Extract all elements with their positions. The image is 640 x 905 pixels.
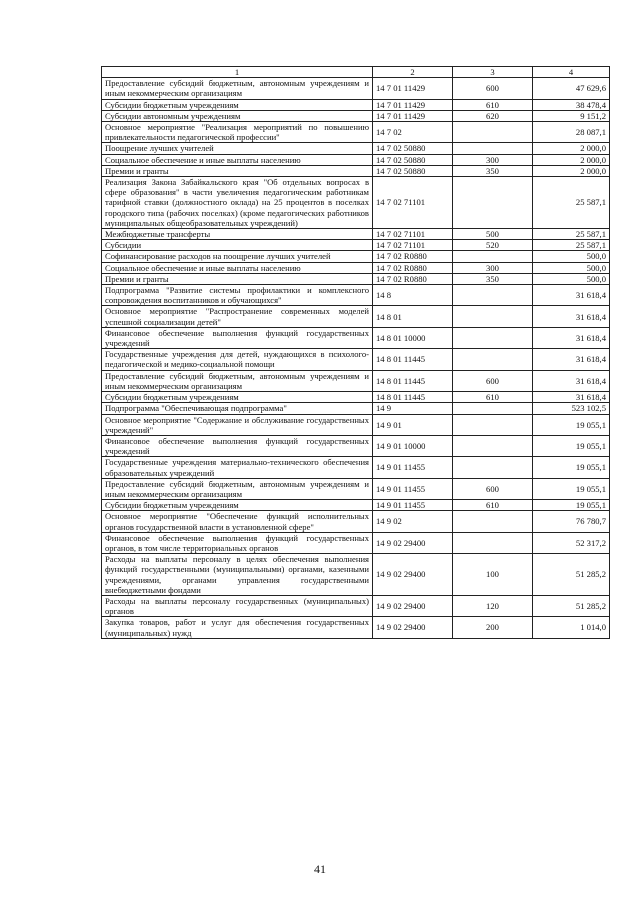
row-sum: 500,0 <box>533 273 610 284</box>
row-name: Поощрение лучших учителей <box>102 143 373 154</box>
row-code: 14 8 01 11445 <box>373 349 453 370</box>
row-name: Социальное обеспечение и иные выплаты населению <box>102 262 373 273</box>
row-sum: 500,0 <box>533 251 610 262</box>
row-code: 14 7 02 71101 <box>373 240 453 251</box>
table-row <box>102 177 610 229</box>
page-number: 41 <box>314 862 326 876</box>
row-vr <box>453 414 533 435</box>
row-sum: 9 151,2 <box>533 110 610 121</box>
row-name: Финансовое обеспечение выполнения функций государственных учреждений <box>102 327 373 348</box>
row-vr: 300 <box>453 154 533 165</box>
row-sum: 19 055,1 <box>533 414 610 435</box>
row-code: 14 9 02 <box>373 511 453 532</box>
row-vr: 200 <box>453 617 533 638</box>
row-name: Государственные учреждения материально-технического обеспечения образовательных учреждений <box>102 457 373 478</box>
row-sum: 28 087,1 <box>533 122 610 143</box>
row-code: 14 8 01 11445 <box>373 370 453 391</box>
row-code: 14 8 <box>373 285 453 306</box>
table-header <box>102 67 610 78</box>
row-vr <box>453 327 533 348</box>
row-vr <box>453 403 533 414</box>
row-code: 14 9 01 10000 <box>373 435 453 456</box>
row-name: Субсидии бюджетным учреждениям <box>102 99 373 110</box>
row-code: 14 7 01 11429 <box>373 78 453 99</box>
row-vr <box>453 532 533 553</box>
row-name: Финансовое обеспечение выполнения функций государственных учреждений <box>102 435 373 456</box>
row-name: Субсидии бюджетным учреждениям <box>102 500 373 511</box>
header-col-name: 1 <box>102 67 373 78</box>
row-code: 14 7 02 71101 <box>373 177 453 229</box>
row-sum: 31 618,4 <box>533 306 610 327</box>
row-name: Предоставление субсидий бюджетным, автономным учреждениям и иным некоммерческим организациям <box>102 370 373 391</box>
row-name: Социальное обеспечение и иные выплаты населению <box>102 154 373 165</box>
row-sum: 38 478,4 <box>533 99 610 110</box>
row-code: 14 8 01 11445 <box>373 392 453 403</box>
row-name: Закупка товаров, работ и услуг для обеспечения государственных (муниципальных) нужд <box>102 617 373 638</box>
row-name: Межбюджетные трансферты <box>102 229 373 240</box>
row-code: 14 9 01 11455 <box>373 500 453 511</box>
table-row <box>102 392 610 403</box>
row-vr <box>453 285 533 306</box>
row-sum: 51 285,2 <box>533 554 610 596</box>
table-row <box>102 478 610 499</box>
table-row <box>102 240 610 251</box>
row-vr <box>453 143 533 154</box>
table-row <box>102 165 610 176</box>
row-vr <box>453 511 533 532</box>
row-name: Предоставление субсидий бюджетным, автономным учреждениям и иным некоммерческим организациям <box>102 78 373 99</box>
table-row <box>102 99 610 110</box>
row-name: Государственные учреждения для детей, нуждающихся в психолого-педагогической и медико-социальной помощи <box>102 349 373 370</box>
table-row <box>102 143 610 154</box>
table-row <box>102 251 610 262</box>
row-sum: 2 000,0 <box>533 154 610 165</box>
row-vr: 350 <box>453 165 533 176</box>
table-row <box>102 532 610 553</box>
row-name: Расходы на выплаты персоналу государственных (муниципальных) органов <box>102 595 373 616</box>
row-code: 14 7 01 11429 <box>373 110 453 121</box>
row-code: 14 9 02 29400 <box>373 617 453 638</box>
row-vr: 120 <box>453 595 533 616</box>
row-code: 14 9 01 11455 <box>373 478 453 499</box>
row-sum: 31 618,4 <box>533 370 610 391</box>
row-code: 14 9 <box>373 403 453 414</box>
row-code: 14 8 01 <box>373 306 453 327</box>
table-row <box>102 122 610 143</box>
table-row <box>102 262 610 273</box>
row-name: Основное мероприятие "Распространение современных моделей успешной социализации детей" <box>102 306 373 327</box>
row-name: Субсидии автономным учреждениям <box>102 110 373 121</box>
row-vr: 600 <box>453 478 533 499</box>
table-row <box>102 349 610 370</box>
row-vr: 610 <box>453 99 533 110</box>
row-vr <box>453 435 533 456</box>
row-sum: 2 000,0 <box>533 165 610 176</box>
header-row <box>102 67 610 78</box>
row-name: Подпрограмма "Развитие системы профилактики и комплексного сопровождения воспитанников и обучающихся" <box>102 285 373 306</box>
row-vr: 300 <box>453 262 533 273</box>
row-code: 14 9 02 29400 <box>373 595 453 616</box>
row-sum: 31 618,4 <box>533 285 610 306</box>
row-name: Реализация Закона Забайкальского края "Об отдельных вопросах в сфере образования" в части увеличения педагогическим работникам тарифной ставки (должностного оклада) на 25 процентов в поселках городского типа (рабочих поселках) (кроме педагогических работников муниципальных общеобразовательных учреждений) <box>102 177 373 229</box>
row-code: 14 9 01 <box>373 414 453 435</box>
row-name: Основное мероприятие "Содержание и обслуживание государственных учреждений" <box>102 414 373 435</box>
row-code: 14 7 02 R0880 <box>373 251 453 262</box>
row-sum: 1 014,0 <box>533 617 610 638</box>
row-name: Софинансирование расходов на поощрение лучших учителей <box>102 251 373 262</box>
table-row <box>102 78 610 99</box>
row-sum: 25 587,1 <box>533 240 610 251</box>
row-code: 14 7 02 71101 <box>373 229 453 240</box>
row-vr <box>453 177 533 229</box>
row-vr: 350 <box>453 273 533 284</box>
table-row <box>102 554 610 596</box>
row-vr: 600 <box>453 78 533 99</box>
row-code: 14 7 02 R0880 <box>373 273 453 284</box>
table-row <box>102 229 610 240</box>
header-col-code: 2 <box>373 67 453 78</box>
row-code: 14 9 01 11455 <box>373 457 453 478</box>
row-sum: 31 618,4 <box>533 327 610 348</box>
row-sum: 19 055,1 <box>533 435 610 456</box>
row-vr: 500 <box>453 229 533 240</box>
row-sum: 52 317,2 <box>533 532 610 553</box>
row-vr: 520 <box>453 240 533 251</box>
row-vr <box>453 457 533 478</box>
row-name: Финансовое обеспечение выполнения функций государственных органов, в том числе территориальных органов <box>102 532 373 553</box>
table-row <box>102 110 610 121</box>
row-sum: 51 285,2 <box>533 595 610 616</box>
row-vr: 620 <box>453 110 533 121</box>
row-name: Премии и гранты <box>102 273 373 284</box>
row-name: Основное мероприятие "Реализация мероприятий по повышению привлекательности педагогической профессии" <box>102 122 373 143</box>
row-vr: 600 <box>453 370 533 391</box>
row-sum: 25 587,1 <box>533 229 610 240</box>
row-sum: 19 055,1 <box>533 500 610 511</box>
row-vr: 100 <box>453 554 533 596</box>
row-name: Субсидии бюджетным учреждениям <box>102 392 373 403</box>
row-sum: 19 055,1 <box>533 457 610 478</box>
table-body <box>102 78 610 639</box>
row-name: Подпрограмма "Обеспечивающая подпрограмма" <box>102 403 373 414</box>
row-code: 14 7 02 <box>373 122 453 143</box>
header-col-vr: 3 <box>453 67 533 78</box>
table-row <box>102 500 610 511</box>
row-sum: 76 780,7 <box>533 511 610 532</box>
row-name: Субсидии <box>102 240 373 251</box>
row-code: 14 8 01 10000 <box>373 327 453 348</box>
table-row <box>102 370 610 391</box>
table-row <box>102 306 610 327</box>
row-code: 14 7 02 50880 <box>373 154 453 165</box>
table-row <box>102 327 610 348</box>
table-row <box>102 154 610 165</box>
row-name: Предоставление субсидий бюджетным, автономным учреждениям и иным некоммерческим организациям <box>102 478 373 499</box>
row-code: 14 7 02 50880 <box>373 165 453 176</box>
table-row <box>102 414 610 435</box>
table-row <box>102 511 610 532</box>
row-sum: 19 055,1 <box>533 478 610 499</box>
header-col-sum: 4 <box>533 67 610 78</box>
table-row <box>102 285 610 306</box>
row-vr: 610 <box>453 500 533 511</box>
table-row <box>102 595 610 616</box>
row-code: 14 7 02 50880 <box>373 143 453 154</box>
table-row <box>102 435 610 456</box>
row-name: Основное мероприятие "Обеспечение функций исполнительных органов государственной власти в установленной сфере" <box>102 511 373 532</box>
row-sum: 25 587,1 <box>533 177 610 229</box>
table-row <box>102 273 610 284</box>
row-sum: 31 618,4 <box>533 349 610 370</box>
row-vr <box>453 306 533 327</box>
table-row <box>102 617 610 638</box>
row-code: 14 7 02 R0880 <box>373 262 453 273</box>
row-vr: 610 <box>453 392 533 403</box>
row-code: 14 9 02 29400 <box>373 554 453 596</box>
row-sum: 47 629,6 <box>533 78 610 99</box>
row-name: Премии и гранты <box>102 165 373 176</box>
table-row <box>102 457 610 478</box>
row-sum: 500,0 <box>533 262 610 273</box>
row-sum: 2 000,0 <box>533 143 610 154</box>
row-vr <box>453 349 533 370</box>
row-sum: 31 618,4 <box>533 392 610 403</box>
row-name: Расходы на выплаты персоналу в целях обеспечения выполнения функций государственными (муниципальными) органами, казенными учреждениями, органами управления государственными внебюджетными фондами <box>102 554 373 596</box>
row-code: 14 7 01 11429 <box>373 99 453 110</box>
row-code: 14 9 02 29400 <box>373 532 453 553</box>
row-vr <box>453 122 533 143</box>
budget-table <box>101 66 610 639</box>
table-row <box>102 403 610 414</box>
row-vr <box>453 251 533 262</box>
row-sum: 523 102,5 <box>533 403 610 414</box>
